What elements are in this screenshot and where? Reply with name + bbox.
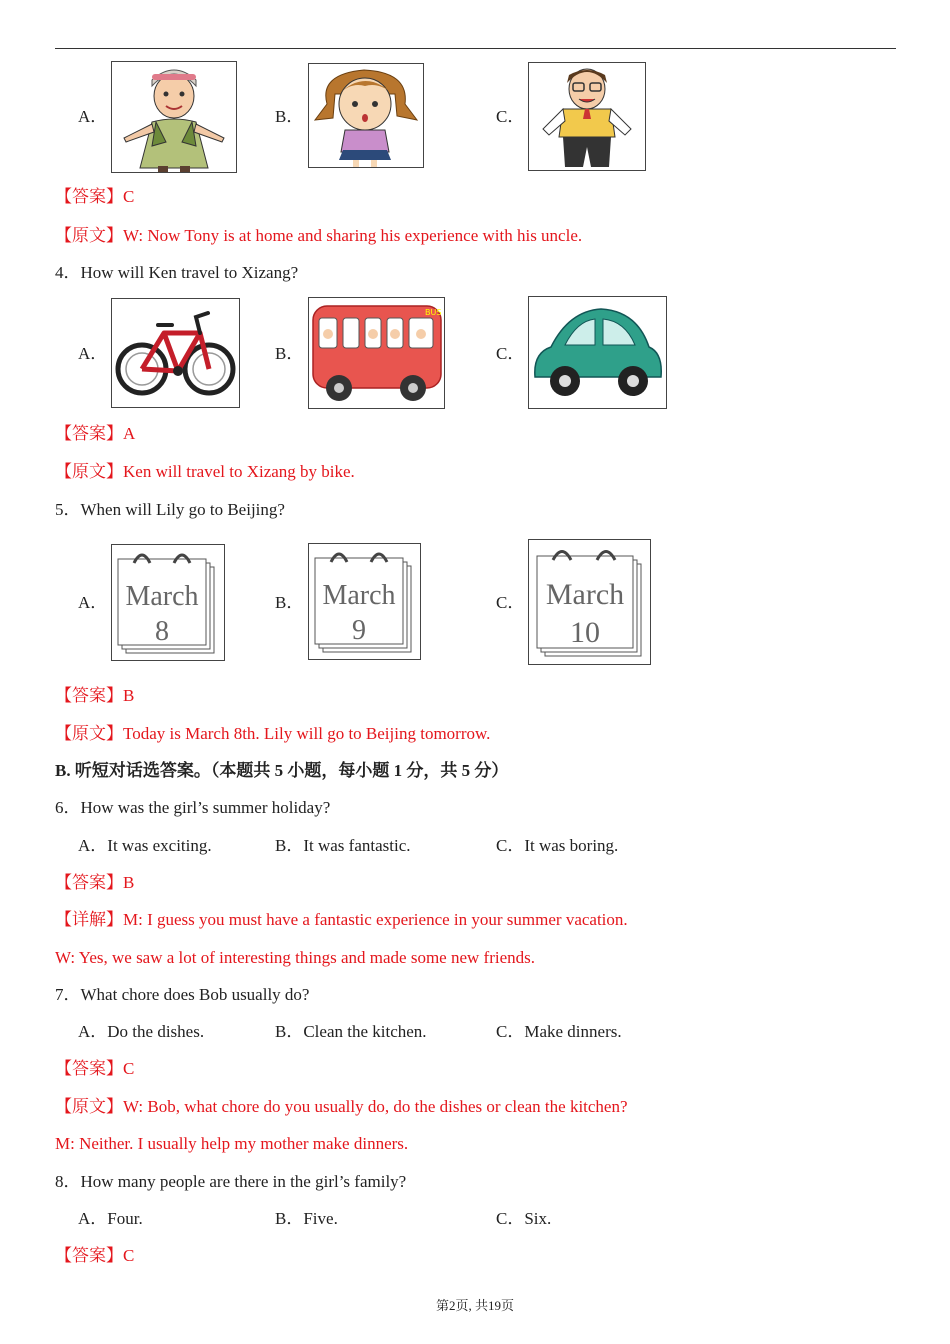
option-letter: B．: [275, 836, 304, 855]
q5-source: [55, 723, 490, 745]
q7-source-line2: M: Neither. I usually help my mother make dinners.: [55, 1134, 409, 1153]
girl-illustration: [309, 64, 423, 167]
option-text: Do the dishes.: [107, 1022, 205, 1041]
option-letter: A．: [78, 1022, 108, 1041]
source-text: Ken will travel to Xizang by bike.: [123, 462, 355, 481]
section-title: 听短对话选答案。（本题共 5 小题，每小题 1 分，共 5 分）: [74, 761, 509, 780]
q5-option-a-label: A．: [78, 593, 108, 612]
option-letter: C．: [496, 1209, 525, 1228]
q6-answer: [55, 872, 134, 894]
q3-option-b-label: B．: [275, 107, 304, 126]
q7-source: [55, 1096, 628, 1118]
answer-value: B: [123, 873, 135, 892]
calendar-icon: [309, 544, 420, 659]
bus-icon: [309, 298, 444, 408]
answer-value: C: [123, 187, 135, 206]
option-text: It was exciting.: [107, 836, 212, 855]
q3-option-c-label: C．: [496, 107, 525, 126]
q5-option-c-image: [528, 539, 651, 665]
man-with-glasses-illustration: [529, 63, 645, 170]
option-letter: C．: [496, 1022, 525, 1041]
q7-option-b: [275, 1021, 427, 1043]
option-text: Clean the kitchen.: [303, 1022, 427, 1041]
q4-answer: [55, 423, 135, 445]
source-label: 【原文】: [55, 724, 123, 743]
detail-label: 【详解】: [55, 910, 123, 929]
section-b-heading: [55, 760, 508, 782]
q6-detail-line2: W: Yes, we saw a lot of interesting things and made some new friends.: [55, 948, 536, 967]
source-label: 【原文】: [55, 226, 123, 245]
option-letter: A．: [78, 1209, 108, 1228]
option-text: It was boring.: [524, 836, 619, 855]
detail-text: M: I guess you must have a fantastic experience in your summer vacation.: [123, 910, 628, 929]
q7-question: 7．What chore does Bob usually do?: [55, 985, 310, 1004]
answer-label: 【答案】: [55, 1246, 123, 1265]
q8-question: 8．How many people are there in the girl’s family?: [55, 1172, 407, 1191]
q3-option-a-image: [111, 61, 237, 173]
calendar-day: 9: [352, 615, 366, 646]
q3-option-a-label: A．: [78, 107, 108, 126]
q5-answer: [55, 685, 134, 707]
source-label: 【原文】: [55, 462, 123, 481]
page-footer: 第2页, 共19页: [435, 1298, 514, 1313]
answer-label: 【答案】: [55, 1059, 123, 1078]
header-rule: [55, 48, 896, 49]
q8-option-b: [275, 1208, 338, 1230]
option-text: Five.: [303, 1209, 338, 1228]
calendar-month: March: [545, 578, 625, 611]
option-text: Six.: [524, 1209, 552, 1228]
option-text: Make dinners.: [524, 1022, 622, 1041]
q5-option-a-image: [111, 544, 225, 661]
answer-value: B: [123, 686, 135, 705]
q3-answer: [55, 186, 134, 208]
calendar-month: March: [125, 581, 199, 612]
q6-option-c: [496, 835, 618, 857]
q4-option-a-label: A．: [78, 344, 108, 363]
q5-option-b-label: B．: [275, 593, 304, 612]
source-text: W: Now Tony is at home and sharing his experience with his uncle.: [123, 226, 583, 245]
source-label: 【原文】: [55, 1097, 123, 1116]
grandmother-illustration: [112, 62, 236, 172]
q3-source: [55, 225, 582, 247]
q6-detail: [55, 909, 628, 931]
q4-option-a-image: [111, 298, 240, 408]
q5-option-b-image: [308, 543, 421, 660]
q3-option-c-image: [528, 62, 646, 171]
answer-label: 【答案】: [55, 424, 123, 443]
q4-option-c-image: [528, 296, 667, 409]
option-letter: C．: [496, 836, 525, 855]
calendar-day: 8: [155, 616, 169, 647]
answer-value: A: [123, 424, 136, 443]
option-letter: B．: [275, 1022, 304, 1041]
calendar-icon: [112, 545, 224, 660]
q4-option-b-image: [308, 297, 445, 409]
bus-sign: BUS: [425, 308, 442, 317]
q7-option-a: [78, 1021, 204, 1043]
calendar-month: March: [322, 580, 396, 611]
q8-option-c: [496, 1208, 551, 1230]
q5-option-c-label: C．: [496, 593, 525, 612]
car-icon: [529, 297, 666, 408]
source-text: W: Bob, what chore do you usually do, do the dishes or clean the kitchen?: [123, 1097, 628, 1116]
q7-answer: [55, 1058, 134, 1080]
calendar-icon: [529, 540, 650, 664]
q8-option-a: [78, 1208, 143, 1230]
q4-option-c-label: C．: [496, 344, 525, 363]
q6-option-b: [275, 835, 411, 857]
section-label: B.: [55, 761, 71, 780]
option-letter: B．: [275, 1209, 304, 1228]
answer-label: 【答案】: [55, 187, 123, 206]
answer-label: 【答案】: [55, 686, 123, 705]
answer-label: 【答案】: [55, 873, 123, 892]
option-letter: A．: [78, 836, 108, 855]
answer-value: C: [123, 1246, 135, 1265]
q3-option-b-image: [308, 63, 424, 168]
q5-question: 5．When will Lily go to Beijing?: [55, 500, 285, 519]
option-text: Four.: [107, 1209, 143, 1228]
bicycle-icon: [112, 299, 239, 407]
q4-question: 4．How will Ken travel to Xizang?: [55, 263, 299, 282]
q8-answer: [55, 1245, 134, 1267]
q6-question: 6．How was the girl’s summer holiday?: [55, 798, 331, 817]
q7-option-c: [496, 1021, 622, 1043]
source-text: Today is March 8th. Lily will go to Beijing tomorrow.: [123, 724, 491, 743]
calendar-day: 10: [570, 616, 600, 649]
answer-value: C: [123, 1059, 135, 1078]
q4-option-b-label: B．: [275, 344, 304, 363]
option-text: It was fantastic.: [303, 836, 411, 855]
q6-option-a: [78, 835, 212, 857]
q4-source: [55, 461, 355, 483]
